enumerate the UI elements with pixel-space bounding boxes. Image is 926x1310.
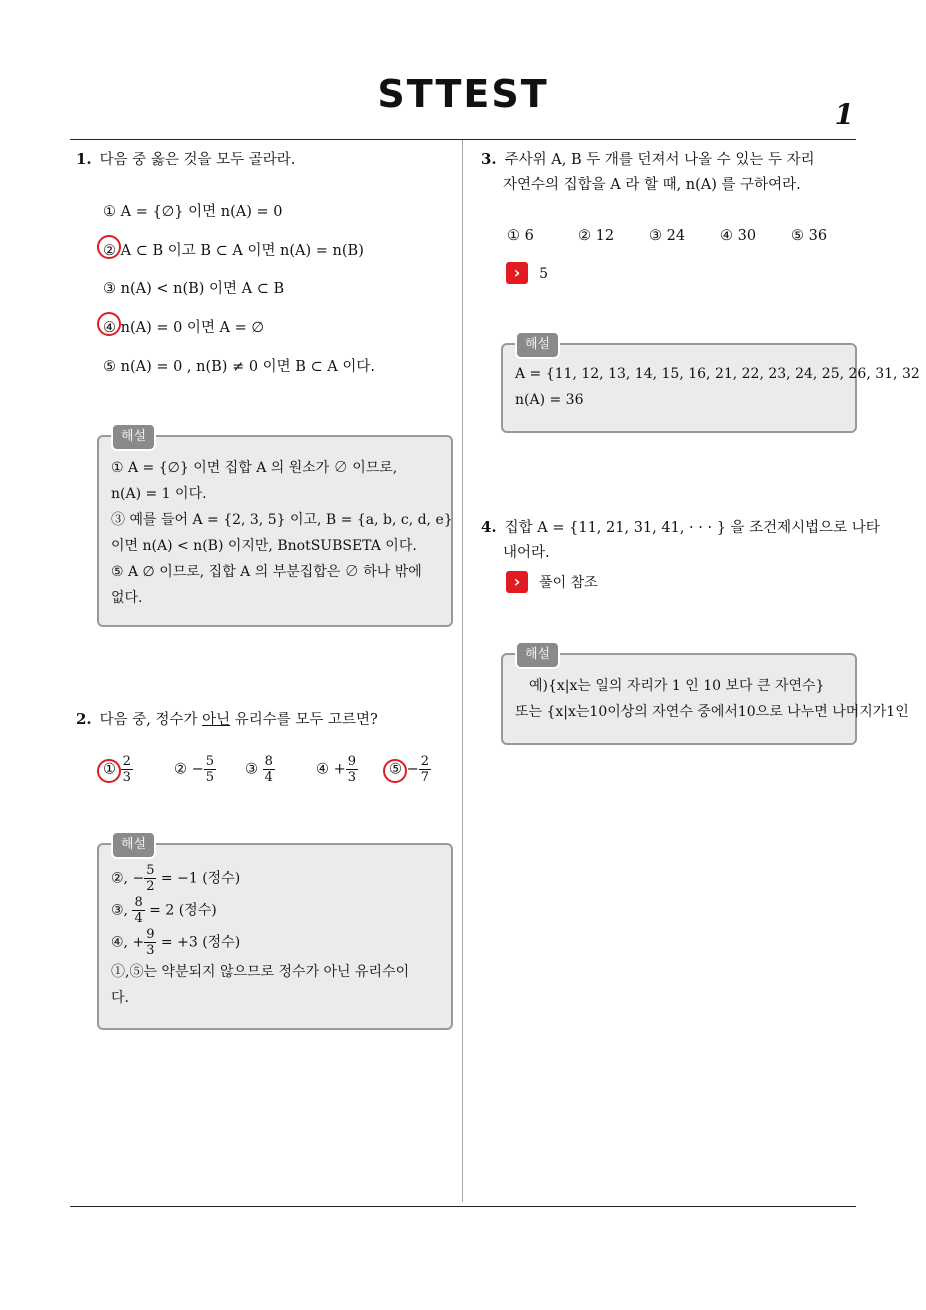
explanation-fraction: [144, 927, 156, 958]
question-1: [76, 146, 295, 173]
column-divider: [462, 140, 463, 1202]
denominator: 2: [146, 879, 155, 894]
q1-option-2[interactable]: ② A ⊂ B 이고 B ⊂ A 이면 n(A) = n(B): [103, 243, 364, 259]
top-rule: [70, 139, 856, 140]
explanation-line: 또는 {x|x는10이상의 자연수 중에서10으로 나누면 나머지가1인: [515, 704, 909, 720]
option-sign: −: [191, 761, 204, 778]
denominator: 4: [134, 911, 143, 926]
chevron-right-icon: ›: [506, 571, 528, 593]
selected-mark-icon: [97, 235, 121, 259]
denominator: 4: [264, 770, 273, 785]
question-number: 2.: [76, 710, 92, 728]
question-4-line-2: 내어라.: [503, 545, 550, 561]
option-fraction: [121, 754, 133, 785]
numerator: 8: [134, 895, 143, 910]
numerator: 8: [264, 754, 273, 769]
q2-option-2[interactable]: [174, 754, 216, 785]
option-sign: +: [333, 761, 346, 778]
option-fraction: [204, 754, 216, 785]
explanation-text: = +3 (정수): [156, 934, 241, 951]
explanation-line: ① A = {∅} 이면 집합 A 의 원소가 ∅ 이므로,: [111, 460, 398, 476]
explanation-line: ③ 예를 들어 A = {2, 3, 5} 이고, B = {a, b, c, d, e}: [111, 512, 453, 528]
question-text: 다음 중, 정수가: [99, 712, 203, 728]
explanation-text: = 2 (정수): [144, 902, 217, 919]
option-label: ③: [245, 761, 258, 778]
numerator: 5: [205, 754, 215, 769]
question-text: 다음 중 옳은 것을 모두 골라라.: [99, 152, 296, 168]
question-text: 유리수를 모두 고르면?: [230, 712, 378, 728]
explanation-text: ②, −: [111, 870, 145, 887]
selected-mark-icon: [97, 312, 121, 336]
numerator: 9: [146, 927, 155, 942]
denominator: 3: [347, 770, 357, 785]
option-label: ②: [174, 761, 187, 778]
explanation-line: 다.: [111, 990, 129, 1006]
q1-option-5[interactable]: ⑤ n(A) = 0 , n(B) ≠ 0 이면 B ⊂ A 이다.: [103, 359, 376, 375]
answer-text: 5: [539, 265, 549, 282]
explanation-line: 예){x|x는 일의 자리가 1 인 10 보다 큰 자연수}: [529, 678, 825, 694]
q2-option-4[interactable]: [316, 754, 358, 785]
numerator: 2: [420, 754, 430, 769]
explanation-line: 없다.: [111, 590, 143, 606]
q4-answer: [506, 571, 598, 593]
explanation-line: ⑤ A ∅ 이므로, 집합 A 의 부분집합은 ∅ 하나 밖에: [111, 564, 422, 580]
question-number: 1.: [76, 150, 92, 168]
bottom-rule: [70, 1206, 856, 1207]
question-text: 집합 A = {11, 21, 31, 41, · · · } 을 조건제시법으로 나타: [504, 520, 880, 536]
q1-option-1[interactable]: ① A = {∅} 이면 n(A) = 0: [103, 204, 283, 220]
explanation-tag: 해설: [111, 423, 156, 451]
q3-option-4[interactable]: ④ 30: [720, 228, 757, 244]
q1-option-3[interactable]: ③ n(A) < n(B) 이면 A ⊂ B: [103, 281, 285, 297]
explanation-fraction: [132, 895, 144, 926]
question-text: 주사위 A, B 두 개를 던져서 나올 수 있는 두 자리: [504, 152, 815, 168]
option-sign: −: [406, 761, 419, 778]
option-fraction: [263, 754, 275, 785]
selected-mark-icon: [97, 759, 121, 783]
question-number: 4.: [481, 518, 497, 536]
q1-option-4[interactable]: ④ n(A) = 0 이면 A = ∅: [103, 320, 265, 336]
page-title: STTEST: [377, 72, 549, 116]
explanation-tag: 해설: [111, 831, 156, 859]
explanation-line: n(A) = 36: [515, 392, 584, 408]
option-fraction: [346, 754, 358, 785]
page-number: 1: [834, 98, 854, 131]
q3-option-5[interactable]: ⑤ 36: [791, 228, 828, 244]
q3-option-1[interactable]: ① 6: [507, 228, 534, 244]
explanation-line: n(A) = 1 이다.: [111, 486, 207, 502]
explanation-tag: 해설: [515, 641, 560, 669]
q2-option-3[interactable]: [245, 754, 275, 785]
q2-explanation-box: [97, 837, 453, 1030]
numerator: 2: [122, 754, 131, 769]
denominator: 3: [146, 943, 155, 958]
question-3: [481, 146, 815, 173]
selected-mark-icon: [383, 759, 407, 783]
question-2: [76, 706, 378, 733]
option-label: ⑤: [389, 761, 402, 778]
option-fraction: [419, 754, 431, 785]
q3-option-3[interactable]: ③ 24: [649, 228, 686, 244]
denominator: 5: [205, 770, 215, 785]
q1-explanation-box: [97, 429, 453, 627]
explanation-line: 이면 n(A) < n(B) 이지만, BnotSUBSETA 이다.: [111, 538, 417, 554]
option-label: ④: [316, 761, 329, 778]
question-number: 3.: [481, 150, 497, 168]
explanation-text: ③,: [111, 902, 133, 919]
q3-explanation-box: [501, 337, 920, 433]
explanation-line: [111, 863, 439, 895]
explanation-text: ④, +: [111, 934, 145, 951]
denominator: 7: [420, 770, 430, 785]
explanation-line: A = {11, 12, 13, 14, 15, 16, 21, 22, 23, 24, 25, 26, 31, 32: [515, 366, 920, 382]
numerator: 5: [146, 863, 155, 878]
denominator: 3: [122, 770, 131, 785]
option-label: ①: [103, 761, 116, 778]
explanation-line: ①,⑤는 약분되지 않으므로 정수가 아닌 유리수이: [111, 964, 410, 980]
explanation-line: [111, 927, 439, 959]
question-4: [481, 514, 880, 541]
explanation-fraction: [144, 863, 156, 894]
q4-explanation-box: [501, 647, 909, 745]
question-3-line-2: 자연수의 집합을 A 라 할 때, n(A) 를 구하여라.: [503, 177, 801, 193]
numerator: 9: [347, 754, 357, 769]
q3-option-2[interactable]: ② 12: [578, 228, 615, 244]
explanation-line: [111, 895, 439, 927]
chevron-right-icon: ›: [506, 262, 528, 284]
answer-text: 풀이 참조: [539, 574, 598, 591]
question-underline-text: 아닌: [202, 712, 231, 728]
explanation-tag: 해설: [515, 331, 560, 359]
explanation-text: = −1 (정수): [156, 870, 241, 887]
q3-answer: [506, 262, 548, 284]
